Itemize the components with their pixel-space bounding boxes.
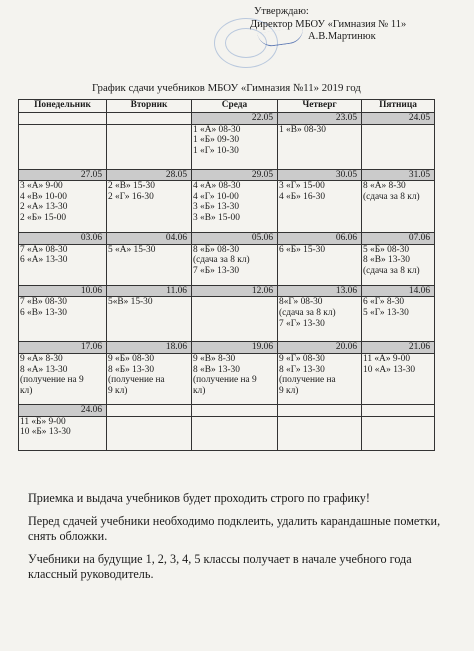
class-entry: 2 «В» 15-30 [108,181,155,192]
class-entry: 1 «А» 08-30 [193,124,241,135]
date-cell: 11.06 [107,285,192,297]
class-entry: кл) [20,385,33,396]
class-entry: 7 «Б» 13-30 [193,265,240,276]
date-cell: 28.05 [107,169,192,181]
class-entry: 8 «В» 13-30 [363,255,410,266]
class-entry: 9 «Г» 08-30 [279,353,325,364]
slot-cell [107,416,192,450]
date-cell: 07.06 [362,233,435,245]
slot-cell [192,353,278,404]
header-cell: Пятница [362,100,435,113]
class-entry: 8 «Б» 08-30 [193,244,240,255]
date-cell [192,404,278,416]
header-cell: Понедельник [19,100,107,113]
slot-row [19,244,435,285]
class-entry: (сдача за 8 кл) [279,307,336,318]
slot-cell [192,181,278,233]
date-cell: 18.06 [107,342,192,354]
date-row [19,113,435,125]
class-entry: 8 «Г» 13-30 [279,364,325,375]
schedule-body [19,113,435,451]
class-entry: 10 «А» 13-30 [363,364,416,375]
slot-cell [19,181,107,233]
slot-cell [362,416,435,450]
date-row [19,169,435,181]
date-row [19,342,435,354]
class-entry: 3 «А» 9-00 [20,181,63,192]
date-cell: 22.05 [192,113,278,125]
header-row [19,100,435,113]
note-paragraph: Учебники на будущие 1, 2, 3, 4, 5 классы получает в начале учебного года классный руководитель. [28,551,412,581]
date-cell: 24.06 [19,404,107,416]
date-cell: 03.06 [19,233,107,245]
date-cell: 05.06 [192,233,278,245]
class-entry: (получение на [279,375,336,386]
class-entry: 1 «Г» 10-30 [193,145,239,156]
date-cell: 30.05 [278,169,362,181]
date-cell [362,404,435,416]
class-entry: 1 «В» 08-30 [279,124,326,135]
slot-cell [19,244,107,285]
note-paragraph: Перед сдачей учебники необходимо подклеить, удалить карандашные пометки, снять обложки. [28,513,441,543]
class-entry: 9 кл) [279,385,299,396]
class-entry: 9 «Б» 08-30 [108,353,155,364]
class-entry: 3 «Г» 15-00 [279,181,325,192]
slot-cell [362,297,435,342]
slot-cell [107,244,192,285]
slot-row [19,181,435,233]
class-entry: 6 «Г» 8-30 [363,297,405,308]
class-entry: 4 «А» 08-30 [193,181,241,192]
slot-cell [362,244,435,285]
date-cell [19,113,107,125]
class-entry: 8 «А» 13-30 [20,364,68,375]
slot-cell [278,353,362,404]
slot-cell [192,244,278,285]
class-entry: 6 «А» 13-30 [20,255,68,266]
approval-block [250,6,406,44]
class-entry: 5«В» 15-30 [108,297,153,308]
date-cell: 04.06 [107,233,192,245]
date-cell [107,113,192,125]
class-entry: (получение на 9 [193,375,257,386]
class-entry: 6 «В» 13-30 [20,307,67,318]
class-entry: 5 «Б» 08-30 [363,244,410,255]
schedule-title: График сдачи учебников МБОУ «Гимназия №11» 2019 год [92,82,361,94]
slot-row [19,353,435,404]
slot-cell [107,297,192,342]
date-cell: 29.05 [192,169,278,181]
date-cell: 27.05 [19,169,107,181]
slot-cell [107,124,192,169]
date-cell: 24.05 [362,113,435,125]
approval-line-2: Директор МБОУ «Гимназия № 11» [250,18,407,30]
date-row [19,404,435,416]
note-paragraph: Приемка и выдача учебников будет проходить строго по графику! [28,491,370,505]
date-cell: 12.06 [192,285,278,297]
slot-cell [278,124,362,169]
header-cell: Вторник [107,100,192,113]
class-entry: 2 «А» 13-30 [20,202,68,213]
class-entry: (получение на 9 [20,375,84,386]
schedule-table [18,99,435,451]
header-cell: Среда [192,100,278,113]
slot-cell [362,181,435,233]
approval-line-3: А.В.Мартинюк [308,31,376,42]
date-row [19,285,435,297]
class-entry: 10 «Б» 13-30 [20,427,71,438]
slot-cell [278,297,362,342]
class-entry: 3 «В» 15-00 [193,212,240,223]
slot-cell [107,353,192,404]
class-entry: кл) [193,385,206,396]
class-entry: 11 «Б» 9-00 [20,416,66,427]
date-cell: 23.05 [278,113,362,125]
slot-cell [192,297,278,342]
slot-cell [192,416,278,450]
date-cell: 14.06 [362,285,435,297]
class-entry: (сдача за 8 кл) [363,265,420,276]
date-cell: 20.06 [278,342,362,354]
date-cell: 21.06 [362,342,435,354]
slot-row [19,297,435,342]
slot-cell [19,353,107,404]
class-entry: 9 «В» 8-30 [193,353,236,364]
date-cell [278,404,362,416]
slot-cell [19,416,107,450]
date-row [19,233,435,245]
date-cell: 13.06 [278,285,362,297]
class-entry: 8 «А» 8-30 [363,181,406,192]
class-entry: 7 «В» 08-30 [20,297,67,308]
class-entry: 7 «А» 08-30 [20,244,68,255]
class-entry: 9 «А» 8-30 [20,353,63,364]
class-entry: 9 кл) [108,385,128,396]
slot-cell [192,124,278,169]
class-entry: 2 «Б» 15-00 [20,212,67,223]
class-entry: 2 «Г» 16-30 [108,191,154,202]
slot-cell [362,353,435,404]
class-entry: 5 «Г» 13-30 [363,307,409,318]
date-cell: 06.06 [278,233,362,245]
date-cell: 17.06 [19,342,107,354]
date-cell: 31.05 [362,169,435,181]
slot-cell [278,416,362,450]
class-entry: 4 «Г» 10-00 [193,191,239,202]
class-entry: 4 «Б» 16-30 [279,191,326,202]
slot-cell [19,297,107,342]
class-entry: 8«Г» 08-30 [279,297,323,308]
class-entry: 11 «А» 9-00 [363,353,411,364]
approval-line-1: Утверждаю: [254,6,309,17]
slot-cell [278,244,362,285]
class-entry: 4 «В» 10-00 [20,191,67,202]
header-cell: Четверг [278,100,362,113]
class-entry: (сдача за 8 кл) [193,255,250,266]
date-cell: 10.06 [19,285,107,297]
class-entry: 7 «Г» 13-30 [279,318,325,329]
slot-cell [19,124,107,169]
class-entry: 3 «Б» 13-30 [193,202,240,213]
slot-cell [107,181,192,233]
slot-row [19,416,435,450]
slot-cell [362,124,435,169]
date-cell: 19.06 [192,342,278,354]
slot-row [19,124,435,169]
class-entry: (получение на [108,375,165,386]
class-entry: 5 «А» 15-30 [108,244,156,255]
class-entry: 6 «Б» 15-30 [279,244,326,255]
class-entry: 8 «В» 13-30 [193,364,240,375]
notes [28,491,448,590]
class-entry: 8 «Б» 13-30 [108,364,155,375]
class-entry: 1 «Б» 09-30 [193,135,240,146]
class-entry: (сдача за 8 кл) [363,191,420,202]
slot-cell [278,181,362,233]
date-cell [107,404,192,416]
